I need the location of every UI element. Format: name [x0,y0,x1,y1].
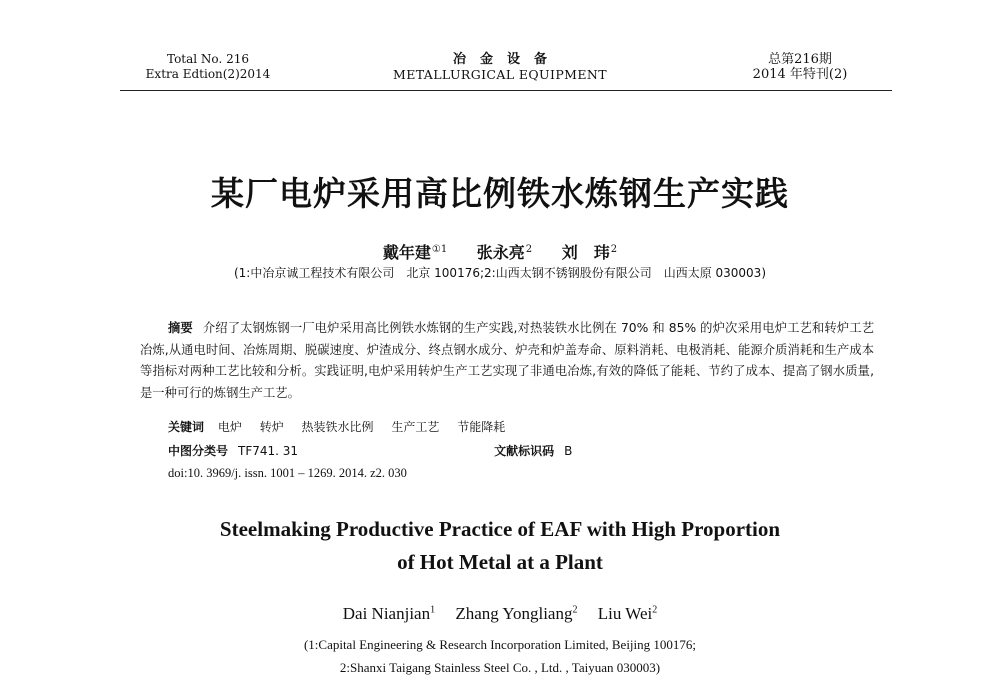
header-center [365,52,635,82]
author-name: Zhang Yongliang [455,604,573,623]
doc-code-value: B [564,444,573,458]
author-zh [383,243,447,262]
doc-code-label: 文献标识码 [494,444,555,458]
classification [168,442,572,459]
author-en [343,604,435,623]
author-mark: 2 [572,604,578,616]
author-zh [562,243,617,262]
authors-zh [0,240,1000,263]
journal-name-zh: 冶金设备 [452,52,561,67]
affiliation-zh: (1:中冶京诚工程技术有限公司 北京 100176;2:山西太钢不锈钢股份有限公司 山西太原 030003) [233,266,766,280]
author-en [598,604,658,623]
author-zh [477,243,532,262]
author-mark: 2 [652,604,658,616]
title-zh: 某厂电炉采用高比例铁水炼钢生产实践 [211,174,789,213]
issue-number-zh: 总第216期 [768,52,832,67]
author-name: 张永亮 [476,243,525,262]
edition-en: Extra Edtion(2)2014 [145,67,271,81]
author-en [455,604,577,623]
affiliation-en: 2:Shanxi Taigang Stainless Steel Co. , Ltd. , Taiyuan 030003) [339,660,661,675]
author-name: 戴年建 [382,243,431,262]
author-mark: 2 [525,243,533,255]
clc-label: 中图分类号 [168,444,229,458]
running-header [0,52,1000,92]
header-left [118,52,298,82]
title-en [0,513,1000,579]
issue-number-en: Total No. 216 [167,52,249,66]
author-mark: ①1 [431,243,448,255]
journal-name-en: METALLURGICAL EQUIPMENT [393,67,607,82]
author-name: 刘 玮 [561,243,610,262]
keyword: 热装铁水比例 [301,420,374,434]
author-name: Dai Nianjian [342,604,431,623]
title-en-line: of Hot Metal at a Plant [397,550,603,574]
authors-en [0,604,1000,624]
abstract-label: 摘要 [168,321,193,335]
edition-zh: 2014 年特刊(2) [752,67,848,82]
abstract [140,318,874,404]
keyword: 生产工艺 [391,420,440,434]
keyword: 转炉 [259,420,284,434]
author-mark: 1 [430,604,436,616]
author-name: Liu Wei [597,604,653,623]
keyword: 节能降耗 [457,420,506,434]
abstract-text: 介绍了太钢炼钢一厂电炉采用高比例铁水炼钢的生产实践,对热装铁水比例在 70% 和 85% 的炉次采用电炉工艺和转炉工艺冶炼,从通电时间、冶炼周期、脱碳速度、炉渣成分、终点钢水成分、炉壳和炉盖寿命、原料消耗、电极消耗、能源介质消耗和生产成本等指标对两种工艺比较和分析。实践证明,电炉采用转炉生产工艺实现了非通电冶炼,有效的降低了能耗、节约了成本、提高了钢水质量,是一种可行的炼钢生产工艺。 [140,321,874,400]
keywords-label: 关键词 [168,420,205,434]
doi: doi:10. 3969/j. issn. 1001 – 1269. 2014. z2. 030 [168,466,407,480]
clc-value: TF741. 31 [238,444,299,458]
keywords [168,418,519,435]
header-right [700,52,900,82]
keyword: 电炉 [217,420,242,434]
title-en-line: Steelmaking Productive Practice of EAF with High Proportion [219,517,781,541]
author-mark: 2 [610,243,618,255]
header-rule [120,90,892,91]
affiliation-en: (1:Capital Engineering & Research Incorporation Limited, Beijing 100176; [303,637,697,652]
